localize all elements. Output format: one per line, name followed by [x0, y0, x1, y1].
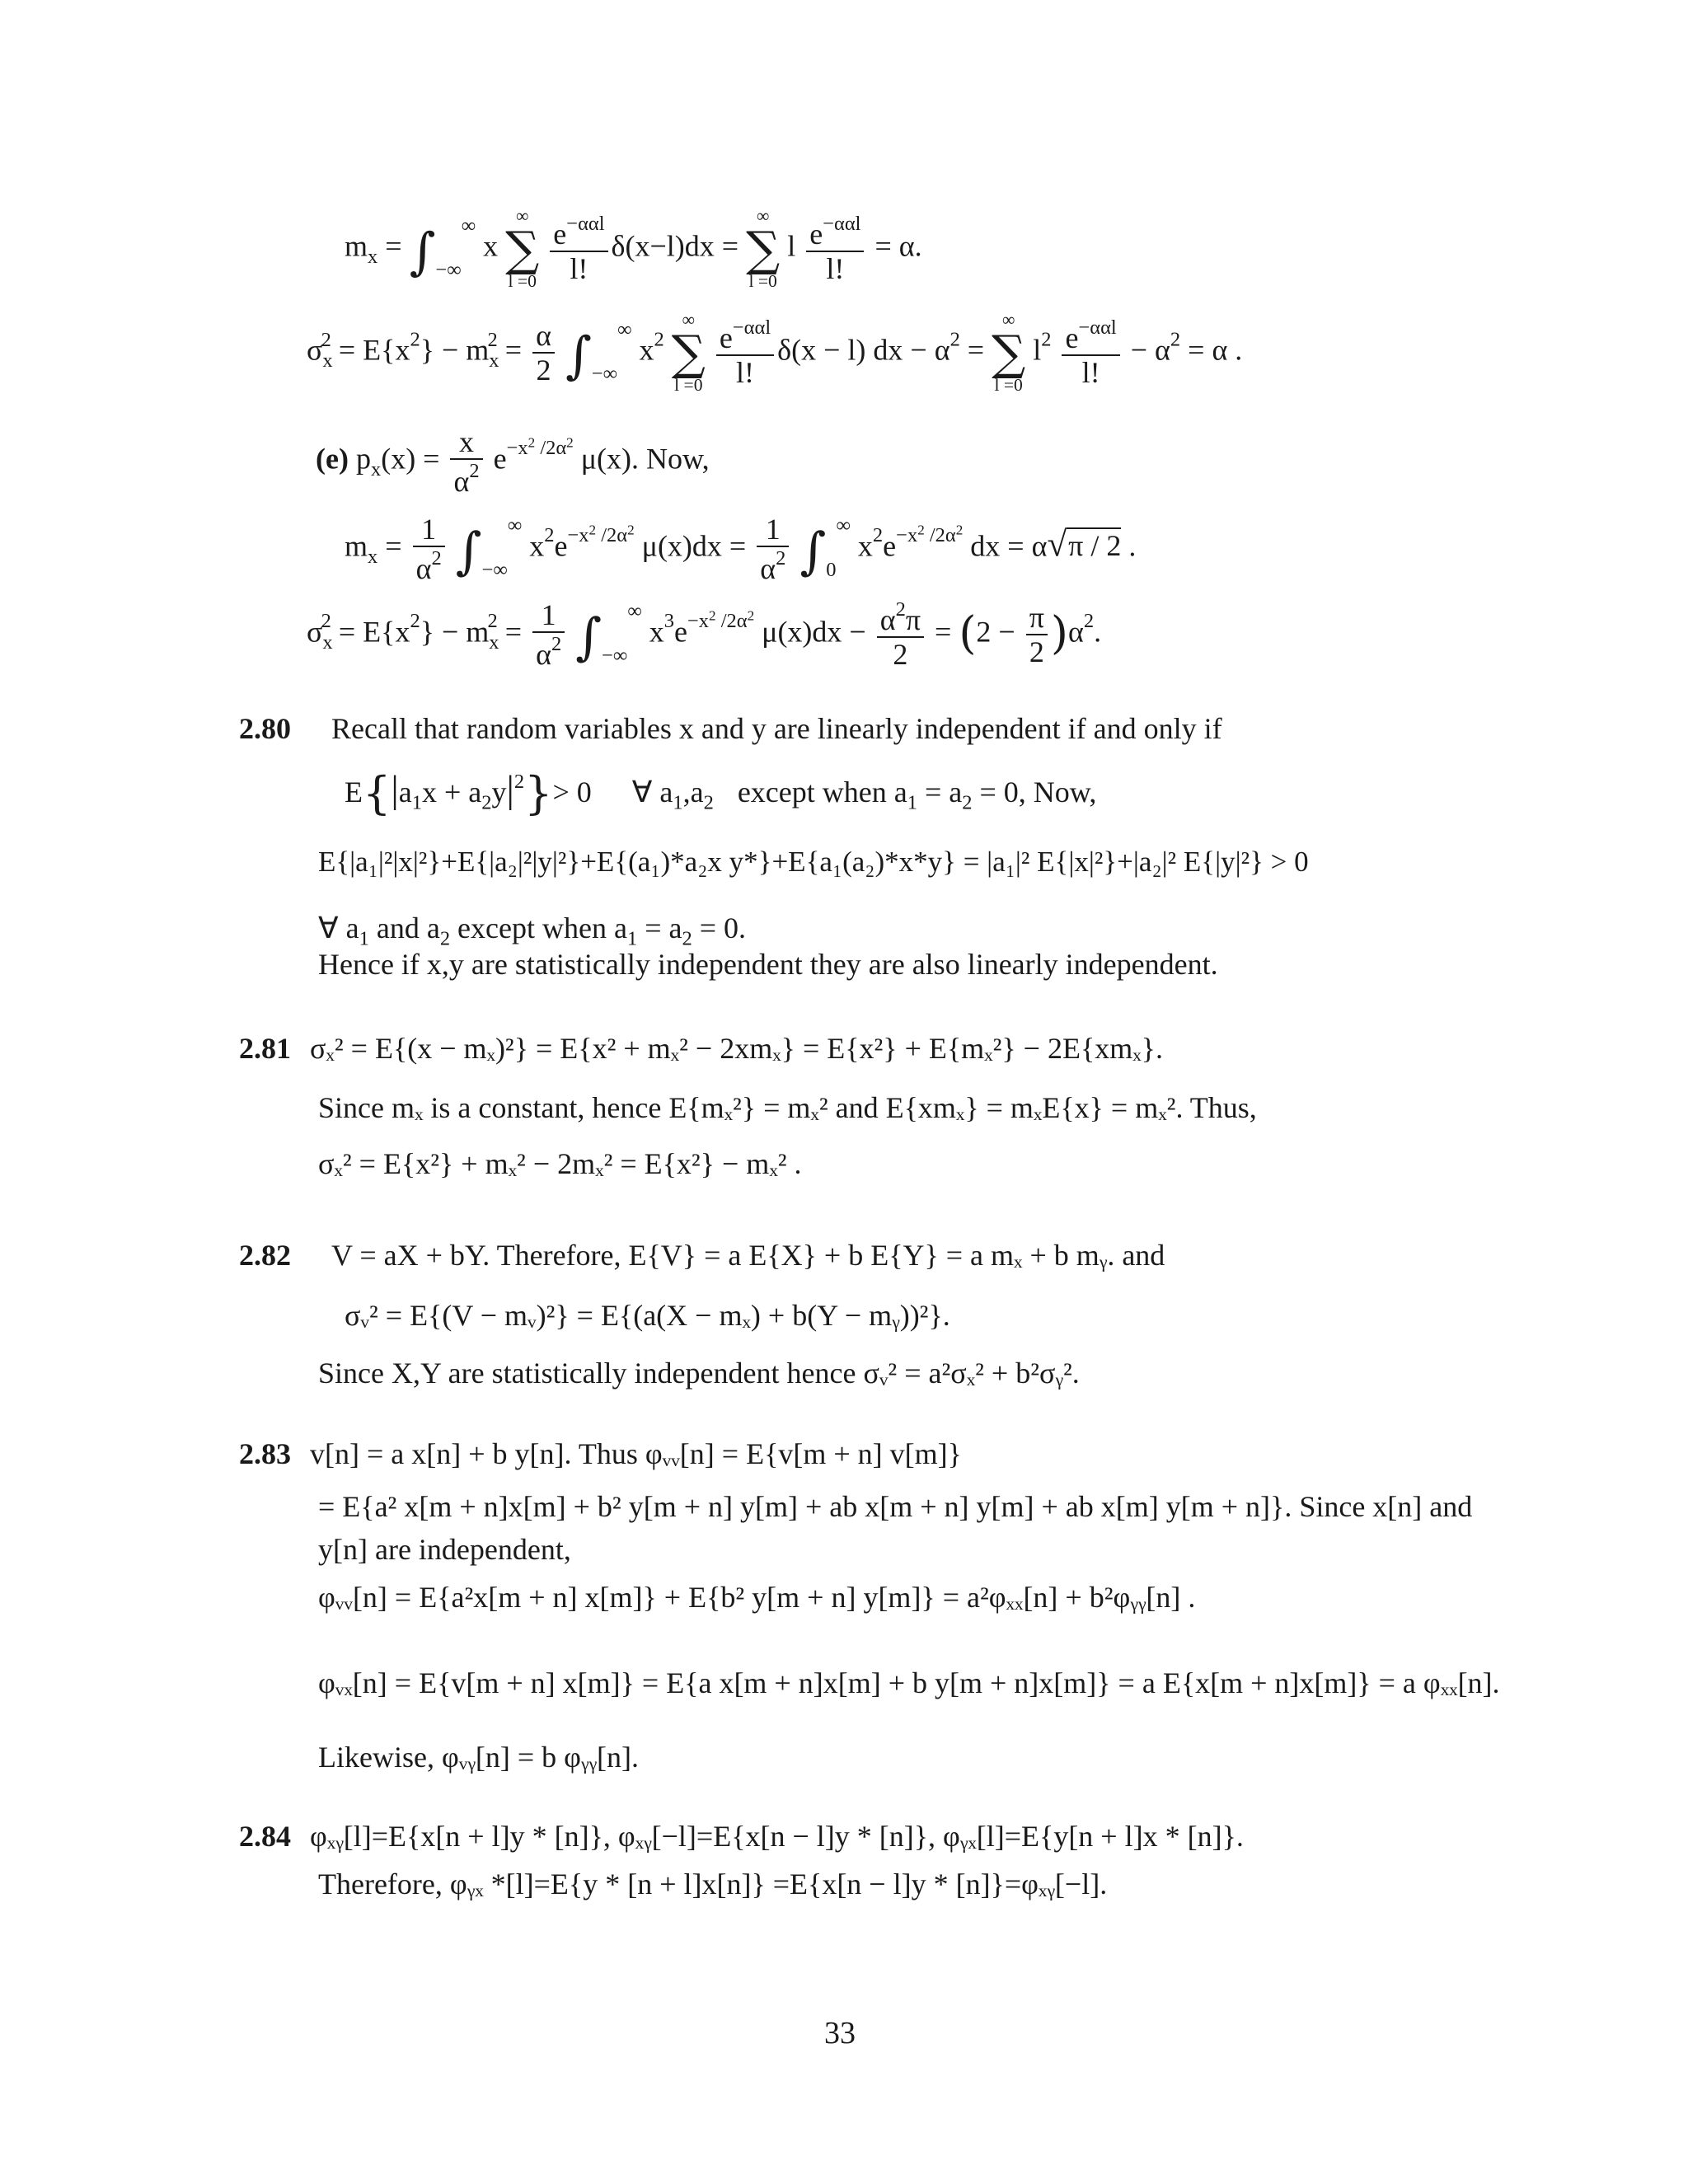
sum-sign: ∞ ∑ l =0 — [505, 206, 540, 292]
eq-variance-poisson: $\sigma_x^2 = E\{x^2\} - m_x^2$ = $\frac{\alpha}{2}$ $\int_{-\infty}^\infty$ $x^2$ ∞ ∑ l =0 $\frac{e^{-\alpha\alpha l}}{l!}$ δ(x − l) dx − $\alpha^2$ = ∞ ∑ l =0 $l^2$ $\frac{e^{-\alpha\alpha l}}{l!}$ − $\alpha^2 = \alpha$ . — [307, 310, 1243, 396]
page-number: 33 — [824, 2016, 856, 2050]
eq-mean-poisson: $m_x = \int_{-\infty}^\infty$ x ∞ ∑ l =0 $\frac{e^{-\alpha\alpha l}}{l!}$ δ(x−l)dx = ∞ ∑ l =0 l $\frac{e^{-\alpha\alpha l}}{l!}$ = α. — [345, 206, 922, 292]
problem-2-82-line1: 2.82 V = aX + bY. Therefore, E{V} = a E{X} + b E{Y} = a mₓ + b mᵧ. and — [239, 1239, 1165, 1272]
problem-2-81-line2: Since mₓ is a constant, hence E{mₓ²} = mₓ² and E{xmₓ} = mₓE{x} = mₓ². Thus, — [318, 1091, 1257, 1124]
problem-2-83-line4: φᵥᵥ[n] = E{a²x[m + n] x[m]} + E{b² y[m + n] y[m]} = a²φₓₓ[n] + b²φᵧᵧ[n] . — [318, 1581, 1196, 1614]
problem-number: 2.81 — [239, 1032, 291, 1065]
problem-2-80-expansion: E{|a₁|²|x|²}+E{|a₂|²|y|²}+E{(a₁)*a₂x y*}+E{a₁(a₂)*x*y} = |a₁|² E{|x|²}+|a₂|² E{|y|²} > 0 — [318, 846, 1309, 878]
problem-2-83-line6: Likewise, φᵥᵧ[n] = b φᵧᵧ[n]. — [318, 1741, 639, 1774]
problem-2-80-header: 2.80 Recall that random variables x and y are linearly independent if and only if — [239, 712, 1222, 745]
problem-2-84-line1: 2.84 φₓᵧ[l]=E{x[n + l]y * [n]}, φₓᵧ[−l]=E{x[n − l]y * [n]}, φᵧₓ[l]=E{y[n + l]x * [n]}. — [239, 1820, 1244, 1853]
problem-2-82-line2: σᵥ² = E{(V − mᵥ)²} = E{(a(X − mₓ) + b(Y − mᵧ))²}. — [345, 1299, 950, 1332]
problem-2-83-line2: = E{a² x[m + n]x[m] + b² y[m + n] y[m] + ab x[m + n] y[m] + ab x[m] y[m + n]}. Since x[n] and — [318, 1490, 1473, 1523]
problem-number: 2.80 — [239, 712, 291, 745]
problem-2-83-line1: 2.83 v[n] = a x[n] + b y[n]. Thus φᵥᵥ[n] = E{v[m + n] v[m]} — [239, 1437, 962, 1470]
problem-number: 2.83 — [239, 1437, 291, 1470]
problem-2-82-line3: Since X,Y are statistically independent hence σᵥ² = a²σₓ² + b²σᵧ². — [318, 1357, 1080, 1390]
eq-rayleigh-mean: $m_x$ = $\frac{1}{\alpha^2}$ $\int_{-\infty}^\infty$ $x^2e^{-x^2 /2\alpha^2}$ μ(x)dx = $\frac{1}{\alpha^2}$ $\int_0^\infty$ $x^2e^{-x^2 /2\alpha^2}$ dx = α√π / 2 . — [345, 513, 1137, 586]
problem-number: 2.84 — [239, 1820, 291, 1853]
problem-2-80-forall: ∀ $a_1$ and $a_2$ except when $a_1 = a_2 = 0$. — [318, 912, 747, 950]
problem-2-80-condition: $E\{|a_1x + a_2y|^2\}> 0$ ∀ $a_1,a_2$ except when $a_1 = a_2 = 0$, Now, — [345, 767, 1097, 820]
problem-number: 2.82 — [239, 1239, 291, 1272]
eq-rayleigh-pdf: (e) $p_x(x)$ = $\frac{x}{\alpha^2}$ $e^{-x^2 /2\alpha^2}$ μ(x). Now, — [316, 425, 710, 499]
problem-2-81-eq1: 2.81 σₓ² = E{(x − mₓ)²} = E{x² + mₓ² − 2xmₓ} = E{x²} + E{mₓ²} − 2E{xmₓ}. — [239, 1032, 1163, 1065]
problem-2-83-line5: φᵥₓ[n] = E{v[m + n] x[m]} = E{a x[m + n]x[m] + b y[m + n]x[m]} = a E{x[m + n]x[m]} = a φₓₓ[n]. — [318, 1666, 1500, 1699]
problem-2-81-eq3: σₓ² = E{x²} + mₓ² − 2mₓ² = E{x²} − mₓ² . — [318, 1147, 802, 1180]
problem-2-80-conclusion: Hence if x,y are statistically independent they are also linearly independent. — [318, 948, 1218, 981]
problem-2-83-line3: y[n] are independent, — [318, 1533, 571, 1566]
integral-sign: ∫ — [409, 222, 436, 281]
problem-2-84-line2: Therefore, φᵧₓ *[l]=E{y * [n + l]x[n]} =E{x[n − l]y * [n]}=φₓᵧ[−l]. — [318, 1868, 1108, 1900]
eq-rayleigh-variance: $\sigma_x^2 = E\{x^2\} - m_x^2$ = $\frac{1}{\alpha^2}$ $\int_{-\infty}^\infty$ $x^3e^{-x^2 /2\alpha^2}$ μ(x)dx − $\frac{\alpha^2\pi}{2}$ = (2 − $\frac{\pi}{2}$ )$\alpha^2$. — [307, 598, 1102, 672]
